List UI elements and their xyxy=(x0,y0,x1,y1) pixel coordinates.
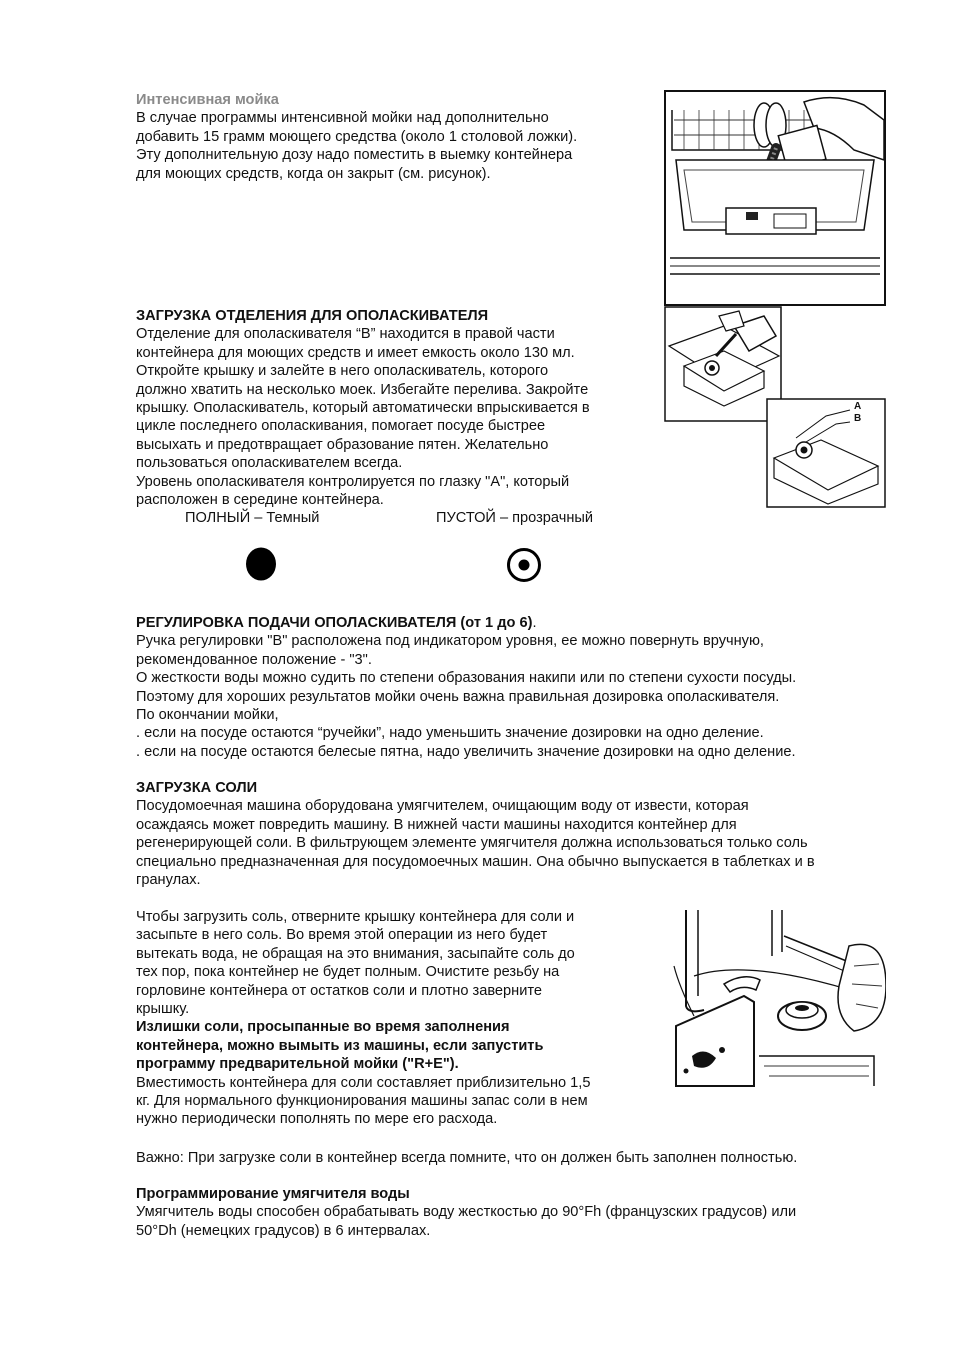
figure-label-b: B xyxy=(854,413,862,424)
softener-section xyxy=(136,1185,916,1240)
rinse-load-line: Отделение для ополаскивателя “B” находится в правой части xyxy=(136,326,555,343)
salt-line: гранулах. xyxy=(136,872,201,889)
salt-container-illustration xyxy=(664,906,886,1088)
rinse-load-line: крышку. Ополаскиватель, который автоматически впрыскивается в xyxy=(136,400,590,417)
rinse-aid-fill-illustration xyxy=(664,306,782,422)
intensive-line: Эту дополнительную дозу надо поместить в выемку контейнера xyxy=(136,147,573,164)
empty-indicator-clear-icon xyxy=(506,547,542,583)
intensive-line: добавить 15 грамм моющего средства (около 1 столовой ложки). xyxy=(136,128,578,145)
intensive-line: для моющих средств, когда он закрыт (см. рисунок). xyxy=(136,165,491,182)
detergent-dispenser-illustration xyxy=(664,90,886,306)
rinse-adjust-line: Ручка регулировки "B" расположена под индикатором уровня, ее можно повернуть вручную, xyxy=(136,633,764,650)
intensive-section xyxy=(136,91,656,183)
rinse-adjust-line: . если на посуде остаются “ручейки”, надо уменьшить значение дозировки на одно деление. xyxy=(136,725,764,742)
rinse-adjust-line: По окончании мойки, xyxy=(136,707,279,724)
salt-capacity-line: кг. Для нормального функционирования машины запас соли в нем xyxy=(136,1093,588,1110)
salt-important-note: Важно: При загрузке соли в контейнер всегда помните, что он должен быть заполнен полностью. xyxy=(136,1150,798,1166)
salt-capacity-line: нужно периодически пополнять по мере его расхода. xyxy=(136,1111,498,1128)
empty-level-label: ПУСТОЙ – прозрачный xyxy=(436,510,594,526)
rinse-load-line: высыхать и предотвращает образование пятен. Желательно xyxy=(136,436,549,453)
salt-title: ЗАГРУЗКА СОЛИ xyxy=(136,780,258,796)
figure-label-a: A xyxy=(854,401,862,412)
rinse-load-section xyxy=(136,307,656,509)
rinse-adjust-line: Поэтому для хороших результатов мойки очень важна правильная дозировка ополаскивателя. xyxy=(136,688,780,705)
softener-line: Умягчитель воды способен обрабатывать воду жесткостью до 90°Fh (французских градусов) или xyxy=(136,1204,797,1221)
indicator-ab-illustration xyxy=(766,398,886,508)
salt-capacity-line: Вместимость контейнера для соли составляет приблизительно 1,5 xyxy=(136,1074,591,1091)
salt-load-line: крышку. xyxy=(136,1001,190,1018)
salt-line: регенерирующей соли. В фильтрующем элементе умягчителя должна использоваться только соль xyxy=(136,835,808,852)
salt-line: осаждаясь может повредить машину. В нижней части машины находится контейнер для xyxy=(136,816,737,833)
salt-line: специально предназначенная для посудомоечных машин. Она обычно выпускается в таблетках и в xyxy=(136,853,815,870)
rinse-adjust-line: О жесткости воды можно судить по степени образования накипи или по степени сухости посуды. xyxy=(136,670,797,687)
intensive-title: Интенсивная мойка xyxy=(136,92,279,108)
salt-load-line: тех пор, пока контейнер не будет полным. Очистите резьбу на xyxy=(136,964,560,981)
softener-title: Программирование умягчителя воды xyxy=(136,1186,410,1202)
salt-load-line: Чтобы загрузить соль, отверните крышку контейнера для соли и xyxy=(136,909,575,925)
salt-line: Посудомоечная машина оборудована умягчителем, очищающим воду от извести, которая xyxy=(136,798,749,815)
salt-load-line: горловине контейнера от остатков соли и плотно заверните xyxy=(136,982,543,999)
rinse-adjust-line: рекомендованное положение - "3". xyxy=(136,651,372,668)
intensive-line: В случае программы интенсивной мойки над дополнительно xyxy=(136,110,549,127)
rinse-adjust-title-suffix: . xyxy=(532,615,537,631)
softener-line: 50°Dh (немецких градусов) в 6 интервалах. xyxy=(136,1222,431,1239)
salt-section xyxy=(136,779,896,889)
rinse-load-line: Уровень ополаскивателя контролируется по глазку "A", который xyxy=(136,473,570,490)
rinse-load-line: Откройте крышку и залейте в него ополаскиватель, которого xyxy=(136,363,549,380)
salt-load-section xyxy=(136,908,651,1129)
rinse-load-line: цикле последнего ополаскивания, помогает посуде быстрее xyxy=(136,418,546,435)
rinse-load-line: пользоваться ополаскивателем всегда. xyxy=(136,455,403,472)
full-indicator-dark-icon xyxy=(244,546,278,582)
rinse-load-title: ЗАГРУЗКА ОТДЕЛЕНИЯ ДЛЯ ОПОЛАСКИВАТЕЛЯ xyxy=(136,308,489,324)
full-level-label: ПОЛНЫЙ – Темный xyxy=(185,510,320,526)
salt-warning-line: Излишки соли, просыпанные во время заполнения xyxy=(136,1019,510,1036)
rinse-adjust-title: РЕГУЛИРОВКА ПОДАЧИ ОПОЛАСКИВАТЕЛЯ (от 1 до 6) xyxy=(136,615,533,631)
salt-load-line: засыпьте в него соль. Во время этой операции из него будет xyxy=(136,927,548,944)
salt-important-section xyxy=(136,1149,916,1167)
salt-warning-line: программу предварительной мойки ("R+E"). xyxy=(136,1056,459,1073)
rinse-load-line: должно хватить на несколько моек. Избегайте перелива. Закройте xyxy=(136,381,589,398)
rinse-load-line: расположен в середине контейнера. xyxy=(136,492,384,509)
rinse-adjust-section xyxy=(136,614,896,761)
rinse-adjust-line: . если на посуде остаются белесые пятна, надо увеличить значение дозировки на одно деление. xyxy=(136,743,796,760)
rinse-load-line: контейнера для моющих средств и имеет емкость около 130 мл. xyxy=(136,344,575,361)
salt-load-line: вытекать вода, не обращая на это внимания, засыпайте соль до xyxy=(136,945,575,962)
salt-warning-line: контейнера, можно вымыть из машины, если запустить xyxy=(136,1037,544,1054)
